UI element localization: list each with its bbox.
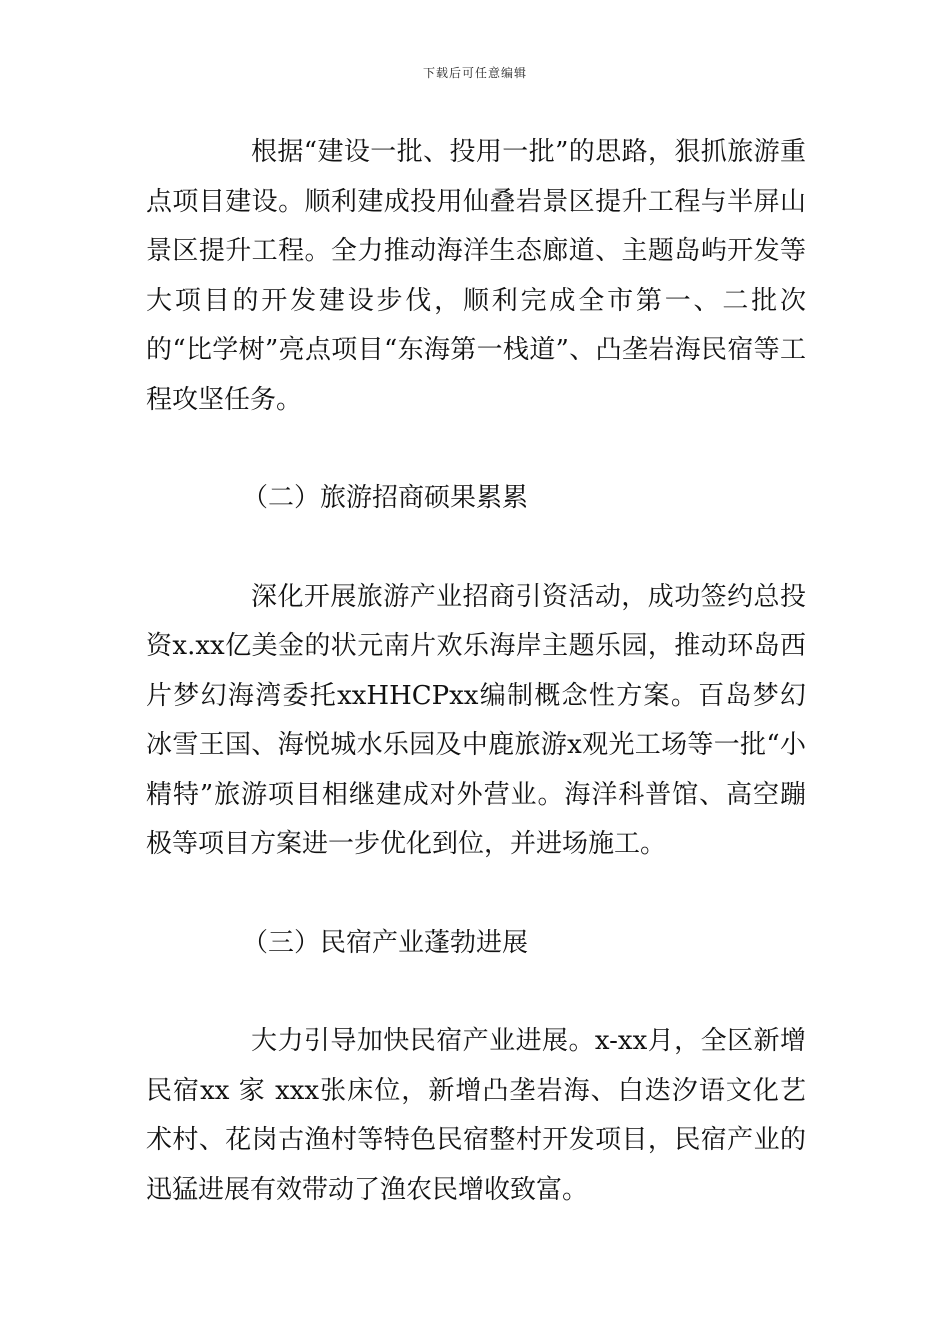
header-note: 下载后可任意编辑 bbox=[422, 66, 527, 80]
section-heading-investment: （二）旅游招商硕果累累 bbox=[242, 483, 529, 513]
spacer bbox=[146, 524, 806, 573]
document-body bbox=[146, 128, 806, 1215]
paragraph-homestay: 大力引导加快民宿产业进展。x-xx月，全区新增民宿xx 家 xxx张床位，新增凸垄岩海、白迭汐语文化艺术村、花岗古渔村等特色民宿整村开发项目，民宿产业的迅猛进展有效带动了渔农民增收致富。 bbox=[146, 1026, 806, 1205]
spacer bbox=[146, 870, 806, 919]
spacer bbox=[146, 968, 806, 1017]
spacer bbox=[146, 425, 806, 474]
section-heading-homestay: （三）民宿产业蓬勃进展 bbox=[242, 927, 529, 958]
paragraph-project-construction: 根据“建设一批、投用一批”的思路，狠抓旅游重点项目建设。顺利建成投用仙叠岩景区提升工程与半屏山景区提升工程。全力推动海洋生态廊道、主题岛屿开发等大项目的开发建设步伐，顺利完成全市第一、二批次的“比学树”亮点项目“东海第一栈道”、凸垄岩海民宿等工程攻坚任务。 bbox=[146, 137, 806, 415]
paragraph-investment: 深化开展旅游产业招商引资活动，成功签约总投资x.xx亿美金的状元南片欢乐海岸主题乐园，推动环岛西片梦幻海湾委托xxHHCPxx编制概念性方案。百岛梦幻冰雪王国、海悦城水乐园及中鹿旅游x观光工场等一批“小精特”旅游项目相继建成对外营业。海洋科普馆、高空蹦极等项目方案进一步优化到位，并进场施工。 bbox=[146, 581, 806, 859]
